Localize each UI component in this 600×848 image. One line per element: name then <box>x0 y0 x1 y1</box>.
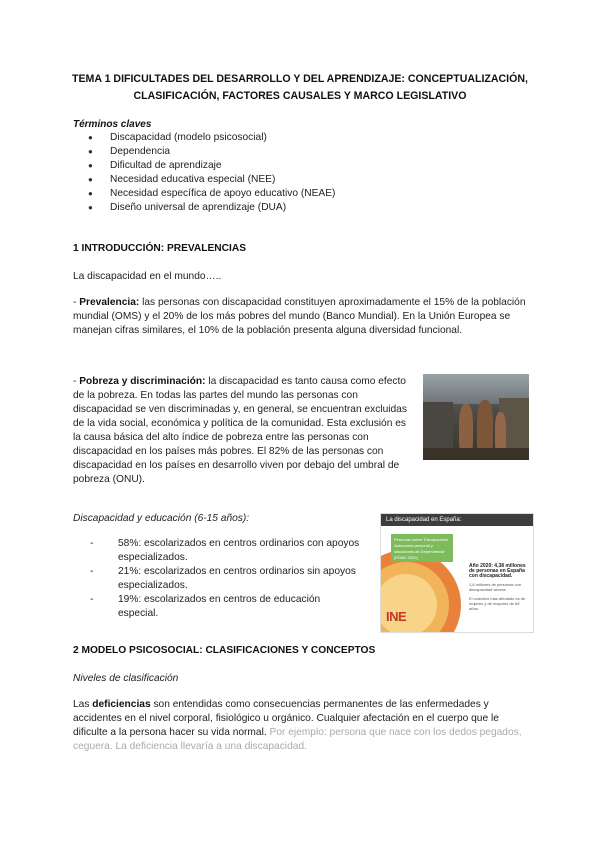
deficiencias-pre: Las <box>73 699 90 710</box>
page-title: TEMA 1 DIFICULTADES DEL DESARROLLO Y DEL APRENDIZAJE: CONCEPTUALIZACIÓN, CLASIFICACIÓN, FACTORES CAUSALES Y MARCO LEGISLATIVO <box>72 73 528 102</box>
ine-logo: INE <box>386 609 407 624</box>
prevalence-label: Prevalencia: <box>79 297 140 308</box>
section1-heading: 1 INTRODUCCIÓN: PREVALENCIAS <box>73 243 247 254</box>
list-item: - 58%: escolarizados en centros ordinarios con apoyos especializados. <box>90 537 360 565</box>
key-terms-heading: Términos claves <box>73 119 152 130</box>
poverty-label: Pobreza y discriminación: <box>79 376 206 387</box>
list-item: ● Dificultad de aprendizaje <box>88 159 488 173</box>
deficiencias-paragraph <box>73 698 529 754</box>
classification-subheading: Niveles de clasificación <box>73 673 179 684</box>
deficiencias-text: son entendidas como consecuencias permanentes de las enfermedades y accidentes en el nivel corporal, fisiológico u orgánico. Cualquier afectación en el cuerpo que le dificulte a la persona hacer su vida normal. <box>73 699 499 738</box>
prevalence-text: las personas con discapacidad constituyen aproximadamente el 15% de la población mundial (OMS) y el 20% de los más pobres del mundo (Banco Mundial). En la Unión Europea se manejan cifras similares, el 10% de la población presenta alguna diversidad funcional. <box>73 297 526 336</box>
deficiencias-label: deficiencias <box>92 699 151 710</box>
education-heading: Discapacidad y educación (6-15 años): <box>73 513 250 524</box>
section1-intro: La discapacidad en el mundo….. <box>73 271 222 282</box>
infographic-green-box: Personas sobre 'Discapacidad, Autonomía personal y situaciones de Dependencia' (EDAD 2020) <box>391 534 453 562</box>
list-item: ● Necesidad educativa especial (NEE) <box>88 173 488 187</box>
education-list <box>90 537 360 621</box>
infographic-note-2: 1,6 millones de personas con discapacidad severa. <box>469 582 522 592</box>
key-terms-list <box>88 131 488 215</box>
list-item: - 21%: escolarizados en centros ordinarios sin apoyos especializados. <box>90 565 360 593</box>
poverty-paragraph: - Pobreza y discriminación: la discapacidad es tanto causa como efecto de la pobreza. En todas las partes del mundo las personas con discapacidad se ven discriminadas y, en general, se encuentran excluidas de la vida social, económica y política de la comunidad. Esta exclusión es la causa básica del alto índice de pobreza entre las personas con discapacidad en los países más pobres. El 82% de las personas con discapacidad en los países en desarrollo viven por debajo del umbral de pobreza (ONU). <box>73 376 407 485</box>
list-item: ● Discapacidad (modelo psicosocial) <box>88 131 488 145</box>
list-item: ● Dependencia <box>88 145 488 159</box>
children-photo <box>423 374 529 460</box>
list-item: - 19%: escolarizados en centros de educación especial. <box>90 593 360 621</box>
deficiencias-example: Por ejemplo: persona que nace con los dedos pegados, ceguera. La deficiencia llevaría a una discapacidad. <box>73 727 522 752</box>
infographic-note-1: Año 2020: 4,38 millones de personas en España con discapacidad. <box>469 563 526 579</box>
infographic-note-3: El colectivo más afectado es de mujeres y de mayores de 65 años. <box>469 596 526 611</box>
spain-disability-infographic <box>380 513 534 633</box>
poverty-text: la discapacidad es tanto causa como efecto de la pobreza. En todas las partes del mundo las personas con discapacidad se ven discriminadas y, en general, se encuentran excluidas de la vida social, económica y política de la comunidad. Esta exclusión es la causa básica del alto índice de pobreza entre las personas con discapacidad en los países más pobres. El 82% de las personas con discapacidad en los países en desarrollo viven por debajo del umbral de pobreza (ONU). <box>73 376 407 485</box>
section2-heading: 2 MODELO PSICOSOCIAL: CLASIFICACIONES Y CONCEPTOS <box>73 645 376 656</box>
infographic-title: La discapacidad en España: <box>381 514 533 526</box>
prevalence-paragraph: - Prevalencia: las personas con discapacidad constituyen aproximadamente el 15% de la población mundial (OMS) y el 20% de los más pobres del mundo (Banco Mundial). En la Unión Europea se manejan cifras similares, el 10% de la población presenta alguna diversidad funcional. <box>73 297 526 336</box>
list-item: ● Necesidad específica de apoyo educativo (NEAE) <box>88 187 488 201</box>
list-item: ● Diseño universal de aprendizaje (DUA) <box>88 201 488 215</box>
